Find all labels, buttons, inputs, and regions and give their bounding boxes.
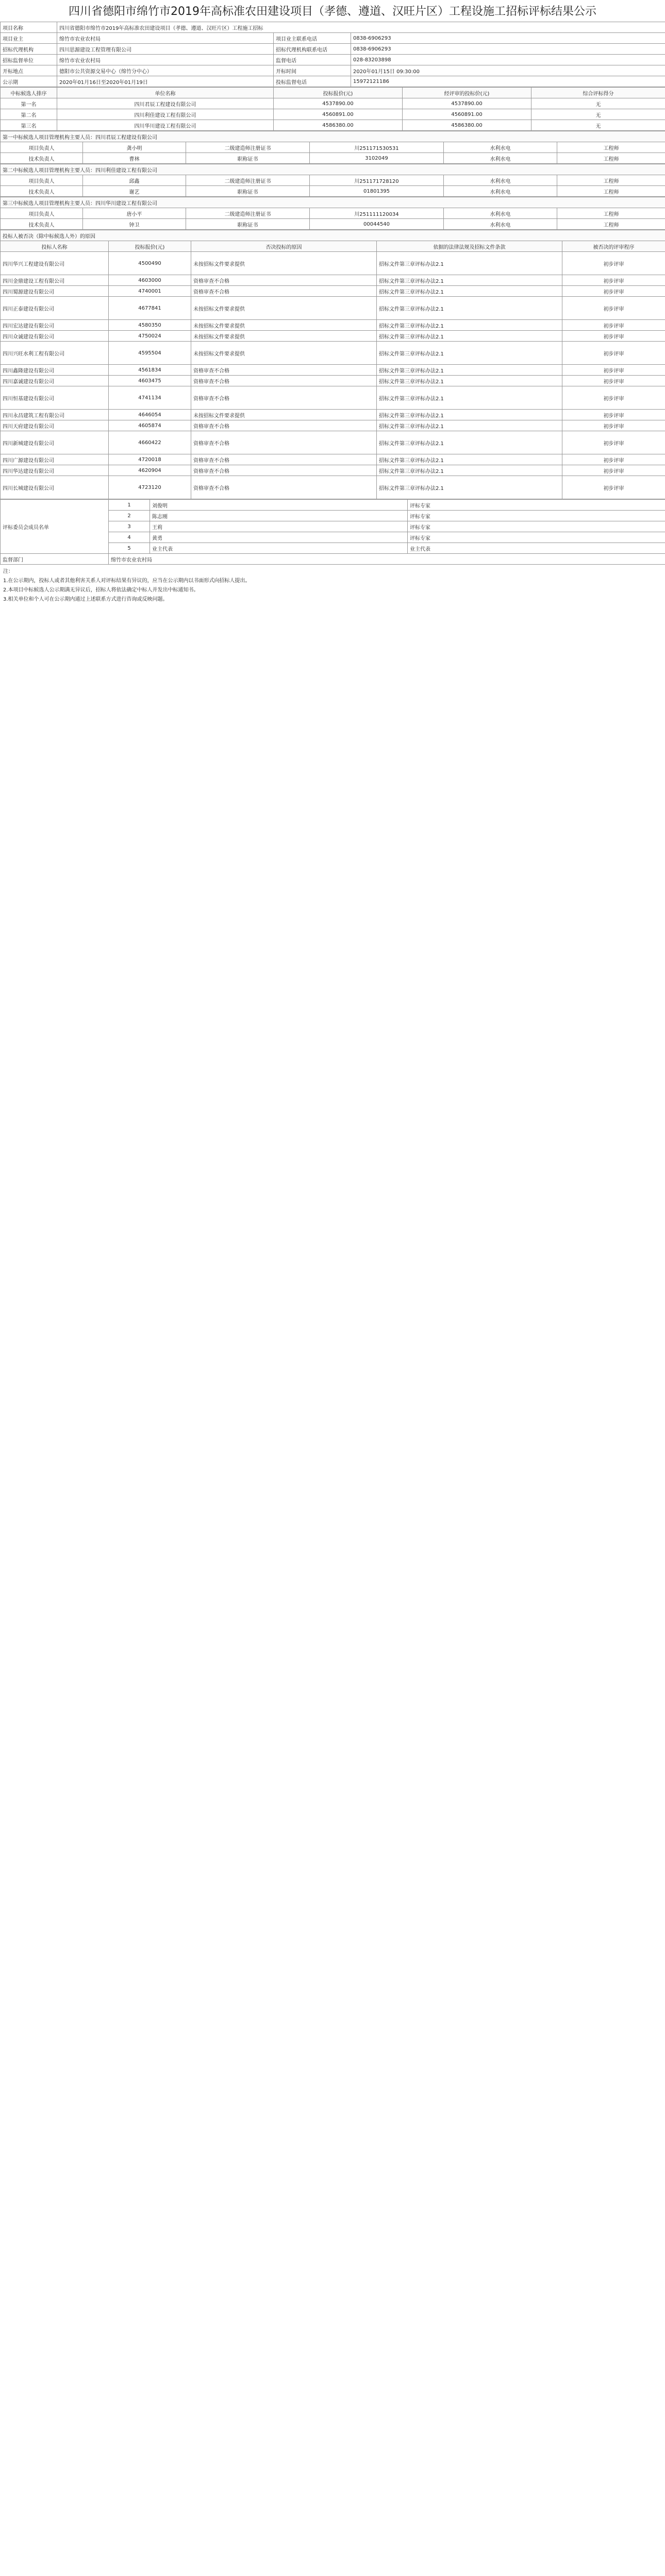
cell: 未按招标文件要求提供 (191, 342, 377, 365)
cell: 项目业主 (1, 33, 57, 44)
note-item: 2.本项目中标候选人公示期满无异议后，招标人将依法确定中标人并发出中标通知书。 (3, 587, 199, 593)
cell: 技术负责人 (1, 219, 83, 230)
cell: 职称证书 (186, 219, 310, 230)
evaluators-body (1, 500, 665, 554)
cell: 工程师 (557, 175, 665, 186)
table-row (1, 120, 665, 131)
table-row (1, 275, 665, 286)
cell: 川251171728120 (310, 175, 444, 186)
cell: 0838-6906293 (351, 33, 665, 44)
cell: 01801395 (310, 186, 444, 197)
cell: 招标文件第三章评标办法2.1 (377, 342, 562, 365)
cell: 四川华兴工程建设有限公司 (1, 252, 109, 275)
table-row (1, 465, 665, 476)
table-row (1, 44, 665, 55)
cell: 第三中标候选人项目管理机构主要人员：四川华川建设工程有限公司 (1, 197, 665, 208)
table-row (1, 376, 665, 386)
cell: 四川永昌建筑工程有限公司 (1, 410, 109, 420)
cell: 无 (531, 120, 665, 131)
table-row (1, 76, 665, 87)
cell: 工程师 (557, 142, 665, 153)
cell: 初步评审 (562, 386, 665, 410)
cell: 初步评审 (562, 476, 665, 499)
cell: 初步评审 (562, 320, 665, 331)
cell: 邱鑫 (83, 175, 186, 186)
cell: 项目负责人 (1, 175, 83, 186)
cell: 资格审查不合格 (191, 376, 377, 386)
table-row (1, 230, 665, 241)
cell: 水利水电 (444, 208, 557, 219)
cell: 1 (109, 500, 150, 511)
table-row (1, 164, 665, 175)
cell: 四川蜀源建设有限公司 (1, 286, 109, 297)
rejected-table (0, 230, 665, 499)
cell: 水利水电 (444, 186, 557, 197)
cell: 职称证书 (186, 186, 310, 197)
cell: 招标文件第三章评标办法2.1 (377, 410, 562, 420)
cell: 15972121186 (351, 76, 665, 87)
table-row (1, 476, 665, 499)
cell: 王莉 (150, 521, 408, 532)
cell: 监督部门 (1, 554, 109, 565)
cell: 4537890.00 (274, 98, 403, 109)
cell: 招标代理机构联系电话 (274, 44, 351, 55)
cell: 绵竹市农业农村局 (109, 554, 665, 565)
cell: 水利水电 (444, 142, 557, 153)
cell: 德阳市公共资源交易中心（绵竹分中心） (57, 65, 274, 76)
cell: 未按招标文件要求提供 (191, 297, 377, 320)
cell: 技术负责人 (1, 186, 83, 197)
header-cell: 投标报价(元) (109, 241, 191, 252)
cell: 2020年01月15日 09:30:00 (351, 65, 665, 76)
section-heading: 投标人被否决（除中标候选人外）的原因 (1, 230, 665, 241)
cell: 水利水电 (444, 175, 557, 186)
cell: 黄勇 (150, 532, 408, 543)
table-header-row (1, 241, 665, 252)
table-row (1, 386, 665, 410)
cell: 资格审查不合格 (191, 454, 377, 465)
cell: 评标专家 (408, 511, 665, 521)
cell: 四川正泰建设有限公司 (1, 297, 109, 320)
cell: 绵竹市农业农村局 (57, 33, 274, 44)
table-row (1, 286, 665, 297)
cell: 川251171530531 (310, 142, 444, 153)
table-row (1, 65, 665, 76)
cell: 未按招标文件要求提供 (191, 320, 377, 331)
table-row (1, 431, 665, 454)
cell: 刘俊明 (150, 500, 408, 511)
table-row (1, 175, 665, 186)
cell: 4580350 (109, 320, 191, 331)
cell: 开标时间 (274, 65, 351, 76)
cell: 招标文件第三章评标办法2.1 (377, 454, 562, 465)
table-row (1, 219, 665, 230)
cell: 第一名 (1, 98, 57, 109)
cell: 四川恒基建设有限公司 (1, 386, 109, 410)
table-row (1, 420, 665, 431)
cell: 四川华川建设工程有限公司 (57, 120, 274, 131)
cell: 4537890.00 (403, 98, 531, 109)
cell: 资格审查不合格 (191, 275, 377, 286)
cell: 四川长城建设有限公司 (1, 476, 109, 499)
cell: 第二中标候选人项目管理机构主要人员：四川利佳建设工程有限公司 (1, 164, 665, 175)
cell: 四川金鼎建设工程有限公司 (1, 275, 109, 286)
note-item: 1.在公示期内，投标人或者其他利害关系人对评标结果有异议的，应当在公示期内以书面形式向招标人提出。 (3, 578, 251, 584)
header-cell: 中标候选人排序 (1, 88, 57, 98)
cell: 3102049 (310, 153, 444, 164)
table-row (1, 410, 665, 420)
table-row (1, 131, 665, 142)
cell: 初步评审 (562, 252, 665, 275)
table-row (1, 197, 665, 208)
cell: 第三名 (1, 120, 57, 131)
cell: 4605874 (109, 420, 191, 431)
cell: 4586380.00 (274, 120, 403, 131)
cell: 项目负责人 (1, 208, 83, 219)
cell: 4741134 (109, 386, 191, 410)
cell: 初步评审 (562, 376, 665, 386)
header-cell: 经评审的投标价(元) (403, 88, 531, 98)
cell: 二级建造师注册证书 (186, 142, 310, 153)
cell: 资格审查不合格 (191, 365, 377, 376)
table-row (1, 365, 665, 376)
cell: 开标地点 (1, 65, 57, 76)
notes-list (3, 577, 662, 604)
cell: 四川思源建设工程管理有限公司 (57, 44, 274, 55)
cell: 评标委员会成员名单 (1, 500, 109, 554)
page-title: 四川省德阳市绵竹市2019年高标准农田建设项目（孝德、遵道、汉旺片区）工程设施工招标评标结果公示 (69, 5, 596, 18)
cell: 无 (531, 109, 665, 120)
cell: 招标文件第三章评标办法2.1 (377, 297, 562, 320)
cell: 5 (109, 543, 150, 554)
cell: 4740001 (109, 286, 191, 297)
cell: 技术负责人 (1, 153, 83, 164)
cell: 4677841 (109, 297, 191, 320)
cell: 四川广源建设有限公司 (1, 454, 109, 465)
table-row (1, 297, 665, 320)
cell: 评标专家 (408, 521, 665, 532)
candidate-table (0, 197, 665, 230)
cell: 初步评审 (562, 431, 665, 454)
cell: 水利水电 (444, 153, 557, 164)
table-row (1, 109, 665, 120)
table-row (1, 320, 665, 331)
cell: 4646054 (109, 410, 191, 420)
cell: 四川兴旺水利工程有限公司 (1, 342, 109, 365)
cell: 未按招标文件要求提供 (191, 331, 377, 342)
cell: 初步评审 (562, 286, 665, 297)
cell: 4595504 (109, 342, 191, 365)
cell: 无 (531, 98, 665, 109)
cell: 初步评审 (562, 342, 665, 365)
cell: 项目名称 (1, 22, 57, 33)
cell: 初步评审 (562, 331, 665, 342)
table-row (1, 331, 665, 342)
cell: 初步评审 (562, 465, 665, 476)
header-cell: 投标报价(元) (274, 88, 403, 98)
cell: 4750024 (109, 331, 191, 342)
cell: 钟卫 (83, 219, 186, 230)
header-cell: 否决投标的原因 (191, 241, 377, 252)
cell: 评标专家 (408, 532, 665, 543)
cell: 评标专家 (408, 500, 665, 511)
cell: 3 (109, 521, 150, 532)
evaluators-table (0, 499, 665, 565)
cell: 招标文件第三章评标办法2.1 (377, 465, 562, 476)
cell: 唐小平 (83, 208, 186, 219)
table-row (1, 142, 665, 153)
cell: 资格审查不合格 (191, 465, 377, 476)
cell: 四川华达建设有限公司 (1, 465, 109, 476)
cell: 招标文件第三章评标办法2.1 (377, 275, 562, 286)
cell: 二级建造师注册证书 (186, 208, 310, 219)
candidate-table (0, 164, 665, 197)
cell: 四川省德阳市绵竹市2019年高标准农田建设项目（孝德、遵道、汉旺片区）工程施工招标 (57, 22, 665, 33)
cell: 招标文件第三章评标办法2.1 (377, 365, 562, 376)
cell: 川251111120034 (310, 208, 444, 219)
cell: 四川新城建设有限公司 (1, 431, 109, 454)
cell: 招标文件第三章评标办法2.1 (377, 286, 562, 297)
cell: 四川天府建设有限公司 (1, 420, 109, 431)
ranking-body (1, 98, 665, 131)
cell: 4603475 (109, 376, 191, 386)
header-cell: 投标人名称 (1, 241, 109, 252)
table-row (1, 98, 665, 109)
cell: 业主代表 (408, 543, 665, 554)
candidate-table (0, 131, 665, 164)
cell: 未按招标文件要求提供 (191, 410, 377, 420)
cell: 028-83203898 (351, 55, 665, 65)
cell: 4620904 (109, 465, 191, 476)
cell: 陈志刚 (150, 511, 408, 521)
cell: 0838-6906293 (351, 44, 665, 55)
cell: 项目负责人 (1, 142, 83, 153)
header-cell: 单位名称 (57, 88, 274, 98)
header-cell: 被否决的评审程序 (562, 241, 665, 252)
table-row (1, 500, 665, 511)
note-item: 3.相关单位和个人可在公示期内通过上述联系方式进行咨询或反映问题。 (3, 597, 168, 602)
cell: 招标代理机构 (1, 44, 57, 55)
cell: 招标文件第三章评标办法2.1 (377, 252, 562, 275)
cell: 龚小明 (83, 142, 186, 153)
cell: 初步评审 (562, 454, 665, 465)
cell: 四川宏达建设有限公司 (1, 320, 109, 331)
rejected-body (1, 252, 665, 499)
cell: 4561834 (109, 365, 191, 376)
notes-title: 注： (3, 569, 13, 574)
cell: 未按招标文件要求提供 (191, 252, 377, 275)
cell: 第一中标候选人项目管理机构主要人员：四川君辰工程建设有限公司 (1, 131, 665, 142)
notes (0, 565, 665, 604)
cell: 项目业主联系电话 (274, 33, 351, 44)
table-row (1, 22, 665, 33)
cell: 工程师 (557, 219, 665, 230)
cell: 监督电话 (274, 55, 351, 65)
cell: 四川嘉诚建设有限公司 (1, 376, 109, 386)
cell: 工程师 (557, 153, 665, 164)
cell: 初步评审 (562, 275, 665, 286)
cell: 初步评审 (562, 297, 665, 320)
cell: 工程师 (557, 186, 665, 197)
cell: 资格审查不合格 (191, 286, 377, 297)
cell: 招标文件第三章评标办法2.1 (377, 420, 562, 431)
cell: 4560891.00 (274, 109, 403, 120)
cell: 4723120 (109, 476, 191, 499)
cell: 工程师 (557, 208, 665, 219)
cell: 4500490 (109, 252, 191, 275)
cell: 4586380.00 (403, 120, 531, 131)
cell: 4720018 (109, 454, 191, 465)
cell: 职称证书 (186, 153, 310, 164)
project-info-table (0, 22, 665, 87)
cell: 水利水电 (444, 219, 557, 230)
cell: 招标文件第三章评标办法2.1 (377, 331, 562, 342)
cell: 资格审查不合格 (191, 431, 377, 454)
cell: 2 (109, 511, 150, 521)
cell: 4560891.00 (403, 109, 531, 120)
cell: 投标监督电话 (274, 76, 351, 87)
cell: 业主代表 (150, 543, 408, 554)
header-cell: 综合评标得分 (531, 88, 665, 98)
cell: 招标文件第三章评标办法2.1 (377, 386, 562, 410)
cell: 资格审查不合格 (191, 476, 377, 499)
cell: 资格审查不合格 (191, 420, 377, 431)
table-row (1, 454, 665, 465)
cell: 初步评审 (562, 420, 665, 431)
cell: 第二名 (1, 109, 57, 120)
cell: 初步评审 (562, 410, 665, 420)
table-row (1, 33, 665, 44)
cell: 招标文件第三章评标办法2.1 (377, 431, 562, 454)
table-row (1, 208, 665, 219)
table-row (1, 252, 665, 275)
cell: 4603000 (109, 275, 191, 286)
cell: 公示期 (1, 76, 57, 87)
table-row (1, 153, 665, 164)
cell: 2020年01月16日至2020年01月19日 (57, 76, 274, 87)
cell: 四川鑫隆建设有限公司 (1, 365, 109, 376)
cell: 初步评审 (562, 365, 665, 376)
header-cell: 依据的法律法规及招标文件条款 (377, 241, 562, 252)
cell: 招标文件第三章评标办法2.1 (377, 320, 562, 331)
cell: 四川君辰工程建设有限公司 (57, 98, 274, 109)
table-row (1, 55, 665, 65)
table-row (1, 186, 665, 197)
cell: 招标文件第三章评标办法2.1 (377, 376, 562, 386)
cell: 四川利佳建设工程有限公司 (57, 109, 274, 120)
table-row (1, 554, 665, 565)
candidates-section (0, 131, 665, 230)
cell: 招标监督单位 (1, 55, 57, 65)
table-row (1, 342, 665, 365)
cell: 绵竹市农业农村局 (57, 55, 274, 65)
cell: 曹林 (83, 153, 186, 164)
table-header-row (1, 88, 665, 98)
cell: 00044540 (310, 219, 444, 230)
cell: 谢艺 (83, 186, 186, 197)
cell: 二级建造师注册证书 (186, 175, 310, 186)
cell: 4 (109, 532, 150, 543)
cell: 招标文件第三章评标办法2.1 (377, 476, 562, 499)
cell: 四川众诚建设有限公司 (1, 331, 109, 342)
ranking-table (0, 87, 665, 131)
cell: 资格审查不合格 (191, 386, 377, 410)
cell: 4660422 (109, 431, 191, 454)
